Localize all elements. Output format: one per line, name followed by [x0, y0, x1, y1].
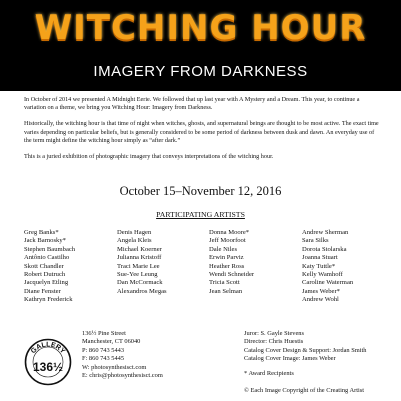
fax-number: F: 860 743 5445 [82, 355, 125, 363]
artist-name: Skott Chandler [24, 262, 64, 270]
artist-name: Traci Marie Lee [117, 262, 160, 270]
website-link[interactable]: W: photosynthesisct.com [82, 363, 147, 371]
page-subtitle: IMAGERY FROM DARKNESS [93, 63, 308, 80]
artist-name: Caroline Waterman [302, 279, 354, 287]
gallery-contact [82, 330, 163, 380]
artist-name: Sara Silks [302, 237, 329, 245]
catalog-image-credit: Catalog Cover Image: James Weber [244, 355, 336, 363]
gallery-logo [24, 338, 72, 386]
intro-paragraph-2: Historically, the witching hour is that time of night when witches, ghosts, and supernatural beings are thought to be most active. The exact time varies depending on particular beliefs, but is generally considered to be some period of darkness between dusk and dawn. An everyday use of the term might define the witching hour simply as “after dark.” [24, 120, 379, 144]
intro-text [24, 96, 380, 169]
phone-number: P: 860 743 5443 [82, 346, 125, 354]
artist-name: Andrew Sherman [302, 229, 349, 236]
email-link[interactable]: E: chris@photosynthesisct.com [82, 371, 163, 379]
logo-number-text: 136½ [32, 360, 64, 374]
artist-name: Kelly Wamhoff [302, 270, 343, 278]
artist-name: Jacquelyn Etling [24, 279, 69, 287]
artist-name: Kathryn Frederick [24, 296, 73, 304]
director-credit: Director: Chris Huestis [244, 338, 304, 346]
artist-name: Antônio Castilho [24, 254, 70, 262]
intro-paragraph-3: This is a juried exhibition of photographic imagery that conveys interpretations of the witching hour. [24, 153, 274, 161]
artist-name: Dorota Stolarska [302, 245, 347, 253]
copyright-note: © Each Image Copyright of the Creating Artist [244, 387, 365, 394]
artists-column-2 [117, 229, 167, 296]
address-line-1: 136½ Pine Street [82, 330, 126, 337]
artist-name: Greg Banks* [24, 229, 59, 236]
artist-name: Wendi Schneider [209, 270, 255, 278]
logo-gallery-text: GALLERY [29, 341, 67, 356]
address-line-2: Manchester, CT 06040 [82, 338, 141, 346]
artist-name: Robert Dutruch [24, 270, 66, 278]
exhibition-dates: October 15–November 12, 2016 [119, 184, 282, 198]
artist-name: Tricia Scott [209, 279, 240, 287]
artist-name: James Weber* [302, 287, 340, 295]
juror-credit: Juror: S. Gayle Stevens [244, 330, 304, 337]
artist-name: Jeff Moorfoot [209, 237, 246, 245]
artists-heading: PARTICIPATING ARTISTS [156, 210, 245, 219]
artist-name: Denis Hagen [117, 229, 152, 236]
artist-name: Julianna Kristoff [117, 254, 162, 262]
artists-column-4 [302, 229, 353, 305]
artist-name: Donna Moore* [209, 229, 250, 236]
artist-name: Joanna Stuart [302, 254, 338, 262]
artist-name: Katy Tuttle* [302, 262, 336, 270]
artists-column-3 [209, 229, 254, 296]
artists-column-1 [24, 229, 75, 305]
catalog-design-credit: Catalog Cover Design & Support: Jordan Smith [244, 346, 367, 354]
artist-name: Dale Niles [209, 245, 238, 253]
intro-paragraph-1: In October of 2014 we presented A Midnight Eerie. We followed that up last year with A Mystery and a Dream. This year, to continue a variation on a theme, we bring you Witching Hour: Imagery from Darkness. [24, 96, 360, 112]
award-note: * Award Recipients [244, 370, 294, 377]
exhibition-credits [244, 330, 366, 364]
artist-name: Alexandros Megas [117, 287, 167, 295]
artist-name: Angela Kleis [117, 237, 152, 245]
artist-name: Michael Koerner [117, 245, 162, 253]
artist-name: Heather Ross [209, 262, 245, 270]
artist-name: Sue-Yee Leung [117, 270, 158, 278]
artist-name: Diane Fenster [24, 287, 61, 295]
artist-name: Stephen Baumbach [24, 245, 76, 253]
page-title: WITCHING HOUR [34, 8, 367, 48]
artist-name: Jean Selman [209, 287, 243, 295]
artist-name: Dan McCormack [117, 279, 163, 287]
artist-name: Jack Barnosky* [24, 237, 66, 245]
artist-name: Erwin Parviz [209, 254, 244, 262]
artist-name: Andrew Wohl [302, 296, 339, 304]
